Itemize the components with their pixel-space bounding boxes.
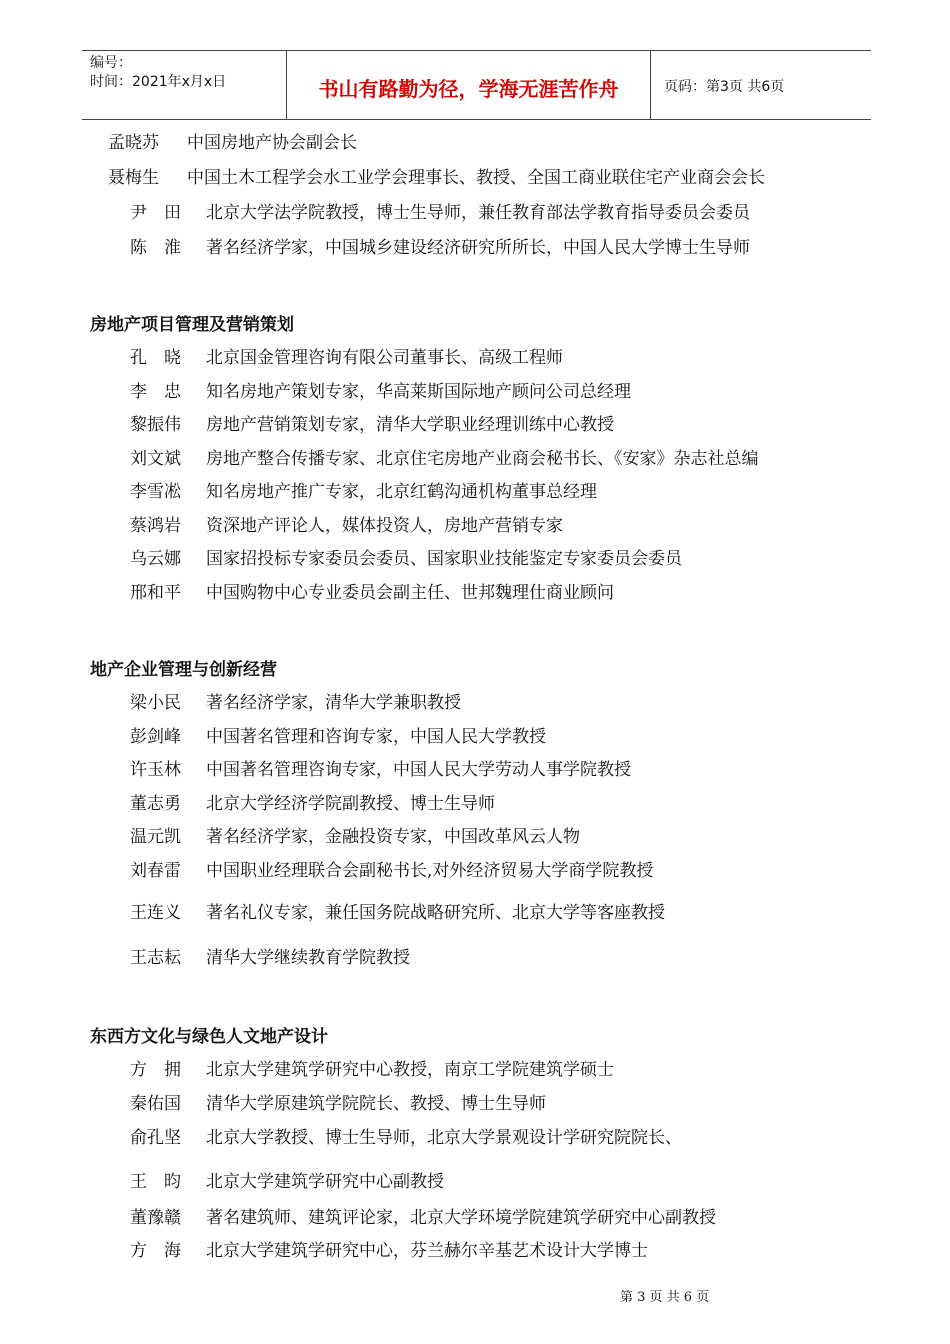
person-title: 北京大学法学院教授，博士生导师，兼任教育部法学教育指导委员会委员: [206, 203, 750, 223]
person-name: 董志勇: [130, 794, 181, 814]
person-title: 北京大学建筑学研究中心教授，南京工学院建筑学硕士: [206, 1060, 614, 1080]
person-title: 北京大学经济学院副教授、博士生导师: [206, 794, 495, 814]
header-divider: [650, 51, 651, 119]
person-title: 中国著名管理咨询专家，中国人民大学劳动人事学院教授: [206, 760, 631, 780]
person-title: 中国土木工程学会水工业学会理事长、教授、全国工商业联住宅产业商会会长: [187, 168, 765, 188]
person-title: 国家招投标专家委员会委员、国家职业技能鉴定专家委员会委员: [206, 549, 682, 569]
person-name: 王 昀: [130, 1172, 181, 1192]
person-name: 董豫赣: [130, 1208, 181, 1228]
person-title: 北京大学建筑学研究中心副教授: [206, 1172, 444, 1192]
person-name: 梁小民: [130, 693, 181, 713]
person-name: 黎振伟: [130, 415, 181, 435]
page-footer: 第 3 页 共 6 页: [620, 1290, 710, 1305]
person-name: 许玉林: [130, 760, 181, 780]
person-title: 清华大学原建筑学院院长、教授、博士生导师: [206, 1094, 546, 1114]
person-name: 孟晓苏: [108, 133, 159, 153]
person-title: 知名房地产推广专家，北京红鹤沟通机构董事总经理: [206, 482, 597, 502]
header-motto: 书山有路勤为径，学海无涯苦作舟: [318, 77, 619, 101]
person-name: 秦佑国: [130, 1094, 181, 1114]
person-name: 李雪凇: [130, 482, 181, 502]
header-meta: [90, 54, 226, 92]
person-title: 房地产营销策划专家，清华大学职业经理训练中心教授: [206, 415, 614, 435]
person-name: 乌云娜: [130, 549, 181, 569]
person-title: 知名房地产策划专家，华高莱斯国际地产顾问公司总经理: [206, 382, 631, 402]
person-name: 俞孔坚: [130, 1128, 181, 1148]
section-title: 房地产项目管理及营销策划: [90, 315, 294, 335]
person-name: 王志耘: [130, 948, 181, 968]
person-title: 中国职业经理联合会副秘书长,对外经济贸易大学商学院教授: [206, 861, 654, 881]
person-title: 著名建筑师、建筑评论家，北京大学环境学院建筑学研究中心副教授: [206, 1208, 716, 1228]
person-name: 蔡鸿岩: [130, 516, 181, 536]
header-page-label: 页码：第3页 共6页: [664, 79, 785, 95]
person-name: 李 忠: [130, 382, 181, 402]
page-header: [82, 50, 871, 120]
person-name: 刘春雷: [130, 861, 181, 881]
person-title: 著名礼仪专家，兼任国务院战略研究所、北京大学等客座教授: [206, 903, 665, 923]
section-title: 东西方文化与绿色人文地产设计: [90, 1027, 328, 1047]
section-title: 地产企业管理与创新经营: [90, 660, 277, 680]
person-title: 资深地产评论人，媒体投资人，房地产营销专家: [206, 516, 563, 536]
person-name: 彭剑峰: [130, 727, 181, 747]
person-title: 著名经济学家，金融投资专家，中国改革风云人物: [206, 827, 580, 847]
person-title: 北京国金管理咨询有限公司董事长、高级工程师: [206, 348, 563, 368]
person-title: 中国著名管理和咨询专家，中国人民大学教授: [206, 727, 546, 747]
person-title: 著名经济学家，清华大学兼职教授: [206, 693, 461, 713]
person-name: 方 拥: [130, 1060, 181, 1080]
person-title: 中国房地产协会副会长: [187, 133, 357, 153]
code-label: 编号：: [90, 55, 132, 71]
person-title: 中国购物中心专业委员会副主任、世邦魏理仕商业顾问: [206, 583, 614, 603]
person-name: 温元凯: [130, 827, 181, 847]
person-name: 方 海: [130, 1241, 181, 1261]
person-name: 邢和平: [130, 583, 181, 603]
person-name: 聂梅生: [108, 168, 159, 188]
person-title: 北京大学建筑学研究中心，芬兰赫尔辛基艺术设计大学博士: [206, 1241, 648, 1261]
person-title: 房地产整合传播专家、北京住宅房地产业商会秘书长、《安家》杂志社总编: [206, 449, 759, 469]
time-label: 时间：2021年x月x日: [90, 74, 227, 90]
person-name: 尹 田: [130, 203, 181, 223]
person-name: 孔 晓: [130, 348, 181, 368]
person-name: 王连义: [130, 903, 181, 923]
person-title: 著名经济学家，中国城乡建设经济研究所所长，中国人民大学博士生导师: [206, 238, 750, 258]
person-name: 陈 淮: [130, 238, 181, 258]
person-title: 清华大学继续教育学院教授: [206, 948, 410, 968]
person-title: 北京大学教授、博士生导师，北京大学景观设计学研究院院长、: [206, 1128, 682, 1148]
person-name: 刘文斌: [130, 449, 181, 469]
